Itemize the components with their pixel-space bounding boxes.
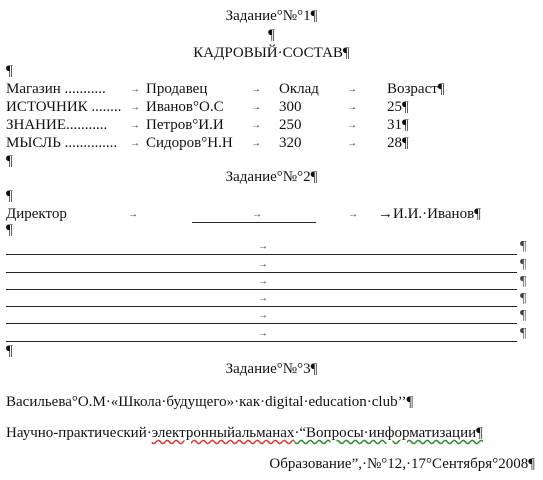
citation-line-2	[6, 425, 483, 442]
tab-arrow-icon: →	[251, 138, 261, 149]
header-seller: Продавец	[146, 81, 208, 97]
empty-paragraph-mark: ¶	[6, 153, 13, 169]
row-salary: 250	[279, 117, 302, 133]
row-seller: Петров°И.И	[146, 117, 224, 133]
citation-line-3: Образование”,·№°12,·17°Сентября°2008¶	[269, 456, 535, 472]
tab-arrow-icon: →	[348, 209, 358, 220]
ruled-line-mark: ¶	[520, 326, 527, 341]
row-age: 28¶	[387, 135, 409, 151]
row-salary: 300	[279, 99, 302, 115]
tab-arrow-icon: →	[258, 328, 268, 339]
tab-arrow-icon: →	[130, 84, 140, 95]
empty-paragraph-mark: ¶	[268, 27, 275, 43]
row-store: МЫСЛЬ ..............	[6, 135, 118, 151]
tab-arrow-icon: →	[347, 120, 357, 131]
task1-title: Задание°№°1¶	[225, 8, 318, 24]
empty-paragraph-mark: ¶	[6, 63, 13, 79]
director-name: →И.И.·Иванов¶	[378, 206, 481, 222]
tab-arrow-icon: →	[130, 138, 140, 149]
tab-arrow-icon: →	[251, 84, 261, 95]
ruled-line-mark: ¶	[520, 257, 527, 272]
tab-arrow-icon: →	[258, 310, 268, 321]
staff-heading: КАДРОВЫЙ·СОСТАВ¶	[193, 45, 350, 61]
citation-part: Научно-практический·	[6, 425, 152, 441]
empty-paragraph-mark: ¶	[6, 343, 13, 359]
row-seller: Сидоров°Н.Н	[146, 135, 233, 151]
tab-arrow-icon: →	[347, 84, 357, 95]
tab-arrow-icon: →	[347, 102, 357, 113]
tab-arrow-icon: →	[128, 209, 138, 220]
row-age: 25¶	[387, 99, 409, 115]
header-salary: Оклад	[279, 81, 319, 97]
tab-arrow-icon: →	[130, 120, 140, 131]
ruled-line-mark: ¶	[520, 274, 527, 289]
tab-arrow-icon: →	[251, 102, 261, 113]
header-store: Магазин ...........	[6, 81, 106, 97]
director-label: Директор	[6, 206, 67, 222]
ruled-line-mark: ¶	[520, 239, 527, 254]
row-seller: Иванов°О.С	[146, 99, 224, 115]
tab-arrow-icon: →	[258, 276, 268, 287]
citation-line-1: Васильева°О.М·«Школа·будущего»·как·digital·education·club’’¶	[6, 394, 414, 410]
tab-arrow-icon: →	[258, 293, 268, 304]
tab-arrow-icon: →	[258, 241, 268, 252]
grammar-flagged-text: ·“Вопросы·информатизации¶	[294, 425, 483, 441]
tab-arrow-icon: →	[251, 120, 261, 131]
row-store: ЗНАНИЕ...........	[6, 117, 108, 133]
empty-paragraph-mark: ¶	[6, 222, 13, 238]
tab-arrow-icon: →	[258, 259, 268, 270]
ruled-line-mark: ¶	[520, 308, 527, 323]
row-age: 31¶	[387, 117, 409, 133]
header-age: Возраст¶	[387, 81, 445, 97]
tab-arrow-icon: →	[130, 102, 140, 113]
tab-arrow-icon: →	[252, 209, 262, 220]
empty-paragraph-mark: ¶	[6, 188, 13, 204]
task3-title: Задание°№°3¶	[225, 361, 318, 377]
row-store: ИСТОЧНИК ........	[6, 99, 122, 115]
ruled-line-mark: ¶	[520, 291, 527, 306]
tab-arrow-icon: →	[347, 138, 357, 149]
spelling-error-word: электронныйальманах	[151, 425, 295, 441]
task2-title: Задание°№°2¶	[225, 169, 318, 185]
row-salary: 320	[279, 135, 302, 151]
